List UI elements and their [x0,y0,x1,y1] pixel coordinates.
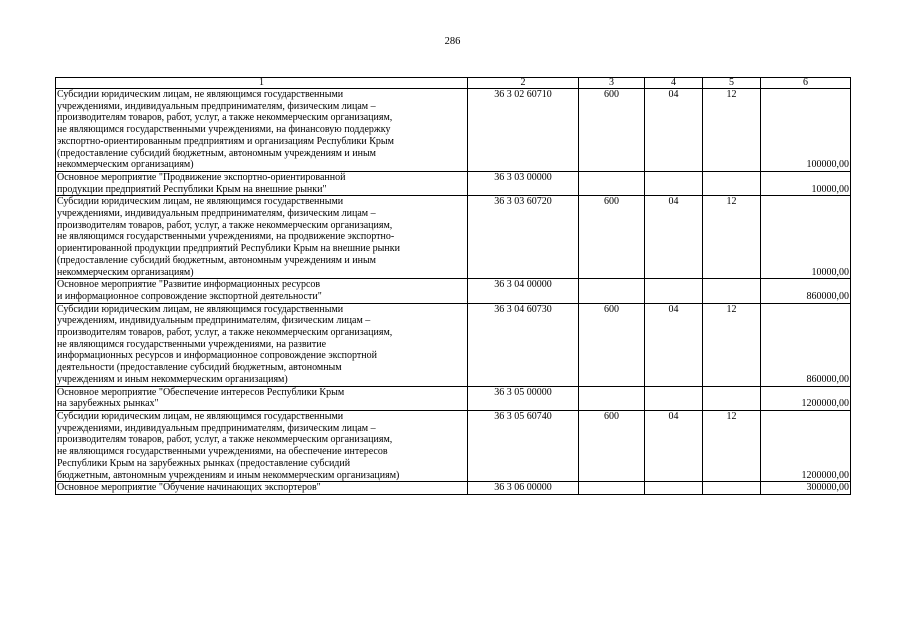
header-cell-1: 1 [56,78,468,89]
header-row [56,78,851,89]
header-cell-4: 4 [645,78,703,89]
row-col3 [579,279,645,303]
row-col4: 04 [645,89,703,172]
row-col5: 12 [703,410,761,481]
page-number: 286 [444,36,461,47]
row-name: Основное мероприятие "Обеспечение интересов Республики Крым на зарубежных рынках" [56,386,468,410]
row-col4: 04 [645,196,703,279]
row-col4 [645,482,703,495]
table-row [56,482,851,495]
row-col3 [579,482,645,495]
row-code: 36 3 03 60720 [468,196,579,279]
row-col3: 600 [579,410,645,481]
row-code: 36 3 03 00000 [468,171,579,195]
row-col3: 600 [579,303,645,386]
header-cell-3: 3 [579,78,645,89]
row-code: 36 3 05 60740 [468,410,579,481]
row-col3: 600 [579,196,645,279]
header-cell-5: 5 [703,78,761,89]
budget-table [55,77,851,495]
row-name: Основное мероприятие "Развитие информационных ресурсов и информационное сопровождение экспортной деятельности" [56,279,468,303]
row-col5 [703,482,761,495]
row-sum: 300000,00 [761,482,851,495]
table-row [56,196,851,279]
row-name: Основное мероприятие "Обучение начинающих экспортеров" [56,482,468,495]
row-sum: 860000,00 [761,279,851,303]
row-sum: 1200000,00 [761,386,851,410]
table-row [56,386,851,410]
row-col4: 04 [645,410,703,481]
row-col4: 04 [645,303,703,386]
row-col5 [703,279,761,303]
row-name: Субсидии юридическим лицам, не являющимся государственными учреждениям, индивидуальным предпринимателям, физическим лицам – производителям товаров, работ, услуг, а также некоммерческим организациям, не являющимся государственными учреждениями, на развитие информационных ресурсов и информационное сопровождение экспортной деятельности (предоставление субсидий бюджетным, автономным учреждениям и иным некоммерческим организациям) [56,303,468,386]
row-sum: 10000,00 [761,171,851,195]
table-row [56,410,851,481]
row-col5: 12 [703,196,761,279]
row-code: 36 3 06 00000 [468,482,579,495]
table-row [56,279,851,303]
row-name: Основное мероприятие "Продвижение экспортно-ориентированной продукции предприятий Республики Крым на внешние рынки" [56,171,468,195]
row-sum: 10000,00 [761,196,851,279]
row-col3 [579,386,645,410]
row-col5: 12 [703,89,761,172]
row-col5: 12 [703,303,761,386]
row-code: 36 3 04 00000 [468,279,579,303]
header-cell-6: 6 [761,78,851,89]
row-col4 [645,279,703,303]
table-row [56,303,851,386]
row-name: Субсидии юридическим лицам, не являющимся государственными учреждениями, индивидуальным предпринимателям, физическим лицам – производителям товаров, работ, услуг, а также некоммерческим организациям, не являющимся государственными учреждениями, на обеспечение интересов Республики Крым на зарубежных рынках (предоставление субсидий бюджетным, автономным учреждениям и иным некоммерческим организациям) [56,410,468,481]
row-name: Субсидии юридическим лицам, не являющимся государственными учреждениями, индивидуальным предпринимателям, физическим лицам – производителям товаров, работ, услуг, а также некоммерческим организациям, не являющимся государственными учреждениями, на продвижение экспортно- ориентированной продукции предприятий Республики Крым на внешние рынки (предоставление субсидий бюджетным, автономным учреждениям и иным некоммерческим организациям) [56,196,468,279]
row-sum: 100000,00 [761,89,851,172]
row-sum: 1200000,00 [761,410,851,481]
row-col3 [579,171,645,195]
table-row [56,89,851,172]
row-col5 [703,171,761,195]
row-code: 36 3 04 60730 [468,303,579,386]
row-name: Субсидии юридическим лицам, не являющимся государственными учреждениями, индивидуальным предпринимателям, физическим лицам – производителям товаров, работ, услуг, а также некоммерческим организациям, не являющимся государственными учреждениями, на финансовую поддержку экспортно-ориентированным предприятиям и организациям Республики Крым (предоставление субсидий бюджетным, автономным учреждениям и иным некоммерческим организациям) [56,89,468,172]
row-sum: 860000,00 [761,303,851,386]
table-row [56,171,851,195]
row-code: 36 3 05 00000 [468,386,579,410]
row-col3: 600 [579,89,645,172]
row-col4 [645,386,703,410]
header-cell-2: 2 [468,78,579,89]
row-col5 [703,386,761,410]
row-code: 36 3 02 60710 [468,89,579,172]
row-col4 [645,171,703,195]
